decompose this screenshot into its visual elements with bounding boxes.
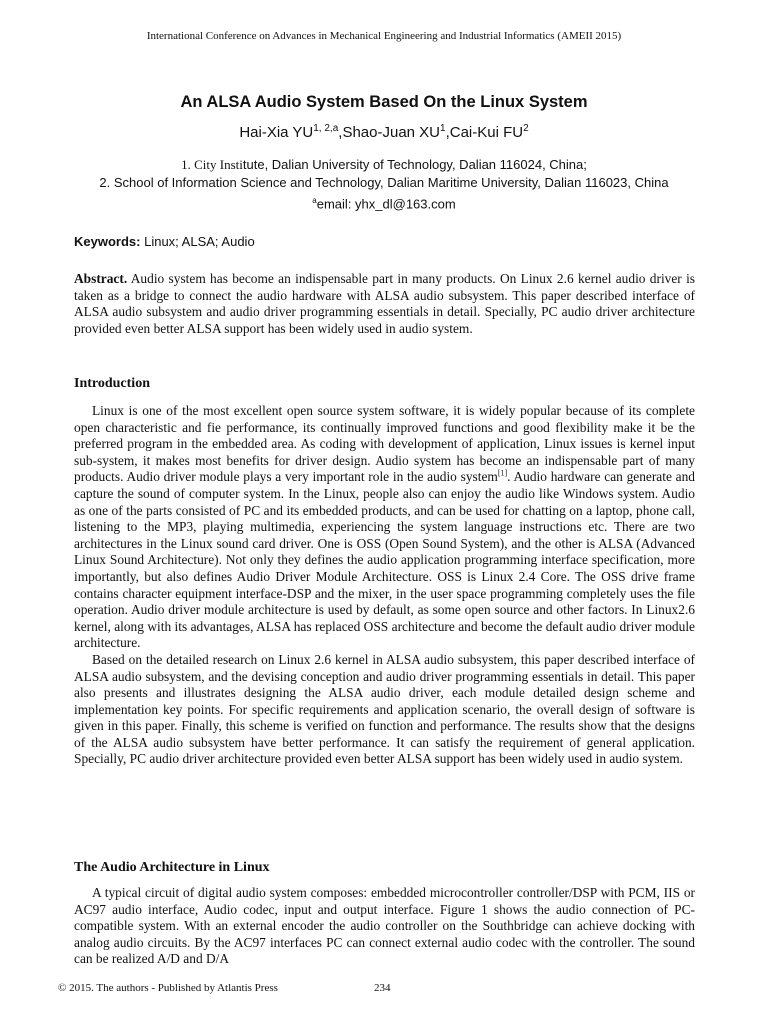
author-affiliation-marker: 2 — [523, 123, 529, 134]
citation-ref: [1] — [497, 468, 508, 478]
keywords — [74, 234, 255, 249]
author-separator: , — [338, 124, 343, 141]
abstract-label: Abstract. — [74, 271, 128, 286]
author-separator: , — [445, 124, 450, 141]
intro-p1-text: Linux is one of the most excellent open source system software, it is widely popular because of its complete open characteristic and fie performance, its continually improved functions and good flexibility make it be the preferred program in the embedded area. As coding with development of application, Linux issues is kernel input sub-system, it makes most benefits for driver design. Audio system has become an indispensable part of many products. Audio driver module plays a very important role in the audio system — [74, 403, 695, 485]
keywords-label: Keywords: — [74, 234, 141, 249]
email-address: email: yhx_dl@163.com — [316, 196, 456, 212]
abstract-text: Audio system has become an indispensable part in many products. On Linux 2.6 kernel audio driver is taken as a bridge to connect the audio hardware with ALSA audio subsystem. This paper described interface of ALSA audio subsystem and audio driver programming essentials in detail. Specially, PC audio driver architecture provided even better ALSA support has been widely used in audio system. — [74, 271, 696, 336]
running-header: International Conference on Advances in Mechanical Engineering and Industrial Informatics (AMEII 2015) — [146, 30, 622, 42]
author-name: Cai-Kui FU — [449, 124, 524, 141]
author-affiliation-marker: 1 — [440, 123, 446, 134]
keywords-list: Linux; ALSA; Audio — [144, 234, 255, 249]
paper-title: An ALSA Audio System Based On the Linux System — [180, 93, 588, 111]
affiliation-1-prefix: 1. City Insti — [181, 157, 243, 172]
abstract — [74, 271, 695, 337]
author-affiliation-marker: 1, 2,a — [313, 123, 339, 134]
author-name: Shao-Juan XU — [342, 124, 441, 141]
email-line — [0, 196, 768, 211]
architecture-body — [74, 885, 695, 968]
architecture-paragraph-1: A typical circuit of digital audio system composes: embedded microcontroller controller/DSP with PCM, IIS or AC97 audio interface, Audio codec, input and output interface. Figure 1 shows the audio connection of PC-compatible system. With an external encoder the audio controller on the Southbridge can achieve docking with analog audio circuits. By the AC97 interfaces PC can connect external audio codec with the controller. The sound can be realized A/D and D/A — [74, 885, 695, 967]
copyright-notice: © 2015. The authors - Published by Atlantis Press — [58, 982, 278, 994]
intro-p1-text-cont: . Audio hardware can generate and capture the sound of computer system. In the Linux, people also can enjoy the audio like Windows system. Audio as one of the parts consisted of PC and its embedded products, and can be used for chatting on a laptop, phone call, listening to the MP3, playing multimedia, experiencing the system language instructions etc. There are two architectures in the Linux sound card driver. One is OSS (Open Sound System), and the other is ALSA (Advanced Linux Sound Architecture). Not only they defines the audio application programming interface specification, more importantly, but also defines Audio Driver Module Architecture. OSS is Linux 2.4 Core. The OSS drive frame contains character equipment interface-DSP and the mixer, in the user space programming completely uses the file operation. Audio driver module architecture is used by default, as some open source and other factors. In Linux2.6 kernel, along with its advantages, ALSA has replaced OSS architecture and become the default audio driver module architecture. — [74, 469, 695, 651]
section-heading-introduction: Introduction — [74, 376, 150, 391]
section-heading-architecture: The Audio Architecture in Linux — [74, 860, 270, 875]
intro-paragraph-1 — [74, 403, 695, 652]
author-name: Hai-Xia YU — [239, 124, 314, 141]
affiliation-2: 2. School of Information Science and Technology, Dalian Maritime University, Dalian 116023, China — [99, 175, 669, 190]
introduction-body — [74, 403, 695, 768]
intro-paragraph-2: Based on the detailed research on Linux 2.6 kernel in ALSA audio subsystem, this paper described interface of ALSA audio subsystem, and the devising conception and audio driver programming essentials in detail. This paper also presents and illustrates designing the ALSA audio driver, each module detailed design scheme and implementation key points. For specific requirements and application scenario, the overall design of software is given in this paper. Finally, this scheme is verified on function and performance. The results show that the designs of the ALSA audio subsystem have better performance. It can satisfy the requirement of general application. Specially, PC audio driver architecture provided even better ALSA support has been widely used in audio system. — [74, 651, 695, 767]
email-marker: a — [312, 196, 317, 205]
page-number: 234 — [374, 982, 391, 994]
affiliation-1-rest: tute, Dalian University of Technology, Dalian 116024, China; — [242, 157, 587, 172]
author-line — [0, 123, 768, 141]
affiliation-1 — [0, 157, 768, 173]
